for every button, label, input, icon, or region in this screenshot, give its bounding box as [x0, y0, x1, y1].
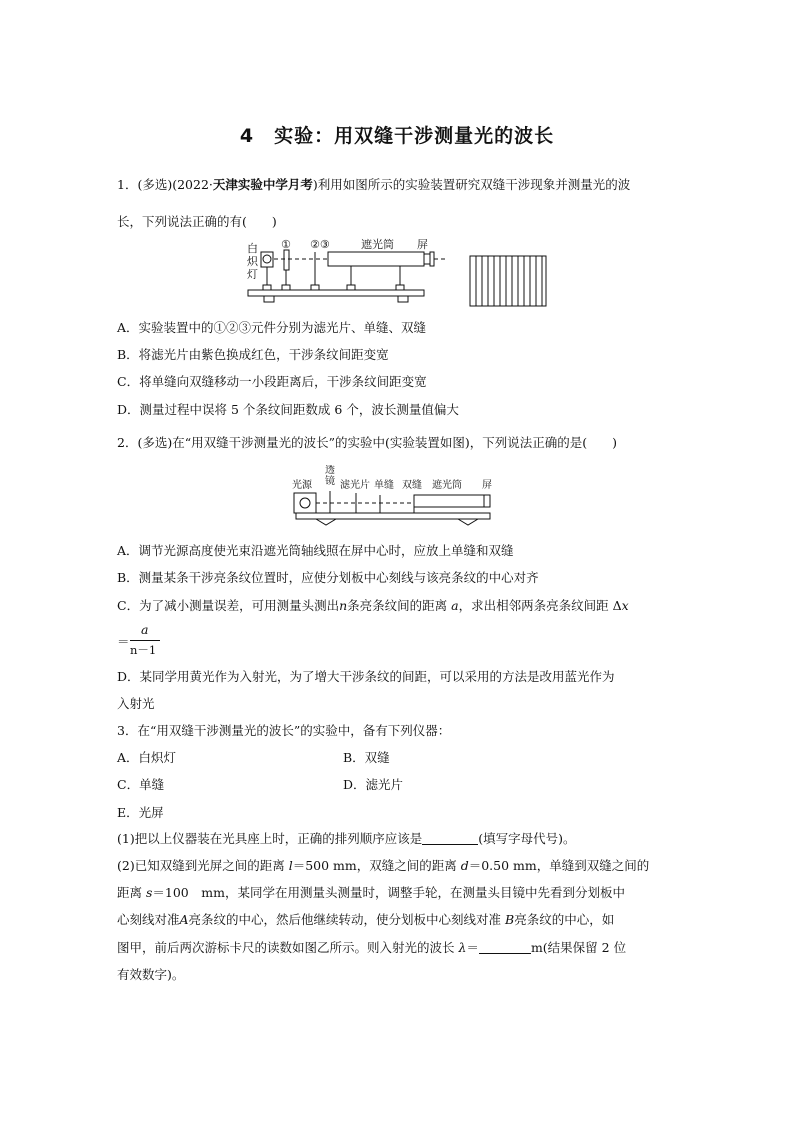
screen-holder	[424, 254, 430, 264]
q3-part2-line4	[117, 940, 626, 956]
q3-p2-t7: 亮条纹的中心，然后他继续转动，使分划板中心刻线对准	[188, 912, 506, 927]
label-tube: 遮光筒	[361, 238, 394, 251]
optical-bench	[296, 513, 490, 519]
q2-apparatus-figure	[290, 465, 500, 531]
page-title: 4 实验：用双缝干涉测量光的波长	[239, 125, 555, 147]
label-double-slit: 双缝	[402, 480, 422, 491]
q1-stem-line1	[117, 177, 630, 193]
q3-p2-var-A: A	[179, 912, 189, 927]
q1-option-b: B．将滤光片由紫色换成红色，干涉条纹间距变宽	[117, 347, 389, 362]
q3-option-c: C．单缝	[117, 777, 165, 792]
q2-option-c	[117, 598, 629, 614]
label-chi: 炽	[247, 255, 258, 268]
q3-p2-var-s: s	[145, 885, 153, 900]
q1-option-d: D．测量过程中误将 5 个条纹间距数成 6 个，波长测量值偏大	[117, 402, 459, 417]
label-bai: 白	[247, 242, 258, 255]
label-deng: 灯	[247, 268, 258, 281]
q1-source: 天津实验中学月考	[212, 177, 313, 192]
label-light-source: 光源	[292, 480, 312, 491]
q2-c-fraction-numerator: a	[141, 622, 149, 637]
bench-foot-right	[398, 296, 408, 302]
q2-c-text-1: C．为了减小测量误差，可用测量头测出	[117, 598, 340, 613]
q3-p2-t1: (2)已知双缝到光屏之间的距离	[117, 858, 289, 873]
light-shield-tube	[414, 495, 484, 507]
lamp-bulb	[263, 255, 271, 263]
label-lens-2: 镜	[325, 476, 335, 487]
optical-bench	[248, 290, 424, 296]
q2-option-d-line1: D．某同学用黄光作为入射光，为了增大干涉条纹的间距，可以采用的方法是改用蓝光作为	[117, 669, 615, 684]
fringe-pattern	[470, 256, 546, 306]
q2-c-text-3: ，求出相邻两条亮条纹间距 Δ	[458, 598, 622, 613]
q3-p2-t8: 亮条纹的中心，如	[514, 912, 615, 927]
q2-stem: 2．(多选)在“用双缝干涉测量光的波长”的实验中(实验装置如图)，下列说法正确的是( )	[117, 435, 617, 450]
q1-option-a: A．实验装置中的①②③元件分别为滤光片、单缝、双缝	[117, 320, 427, 335]
label-tube: 遮光筒	[432, 480, 462, 491]
q3-p1-note: (填写字母代号)。	[478, 831, 576, 846]
q1-apparatus-figure	[240, 238, 560, 310]
q2-c-text-2: 条亮条纹间的距离	[347, 598, 448, 613]
q3-p2-var-l: l	[288, 858, 293, 873]
q1-suffix: )利用如图所示的实验装置研究双缝干涉现象并测量光的波	[312, 177, 631, 192]
q2-c-equals: ＝	[117, 634, 130, 649]
label-single-slit: 单缝	[374, 480, 394, 491]
q2-c-fraction-denominator: n－1	[130, 643, 157, 657]
label-screen: 屏	[417, 238, 428, 251]
q1-option-c: C．将单缝向双缝移动一小段距离后，干涉条纹间距变宽	[117, 374, 427, 389]
q3-p2-t10: ＝	[466, 940, 479, 955]
q3-option-e: E．光屏	[117, 805, 164, 820]
label-2-3: ②③	[310, 238, 330, 251]
q3-p1-text: (1)把以上仪器装在光具座上时，正确的排列顺序应该是	[117, 831, 423, 846]
label-lens-1: 透	[325, 465, 335, 476]
light-source-box	[294, 493, 316, 513]
q3-part2-line5: 有效数字)。	[117, 967, 185, 982]
q3-p2-answer-blank[interactable]	[479, 940, 531, 954]
q3-option-b: B．双缝	[343, 750, 390, 765]
q3-part1	[117, 831, 575, 847]
q2-c-var-n: n	[339, 598, 348, 613]
q2-option-d-line2: 入射光	[117, 696, 155, 711]
q2-c-var-a: a	[451, 598, 459, 613]
q3-p2-var-d: d	[460, 858, 469, 873]
q3-p2-var-lambda: λ	[458, 940, 467, 955]
q3-part2-line2	[117, 885, 625, 901]
q3-p2-var-B: B	[505, 912, 515, 927]
q3-part2-line3	[117, 912, 614, 928]
q1-stem-line2: 长，下列说法正确的有( )	[117, 214, 277, 229]
bench-foot-left	[264, 296, 274, 302]
q3-p2-t2: ＝500 mm，双缝之间的距离	[292, 858, 461, 873]
q2-option-b: B．测量某条干涉亮条纹位置时，应使分划板中心刻线与该亮条纹的中心对齐	[117, 570, 539, 585]
q2-c-fraction-bar	[130, 640, 160, 641]
light-shield-tube	[328, 252, 424, 266]
q3-option-a: A．白炽灯	[117, 750, 177, 765]
q3-p2-t6: 心刻线对准	[117, 912, 180, 927]
q3-stem: 3．在“用双缝干涉测量光的波长”的实验中，备有下列仪器：	[117, 723, 451, 738]
q2-option-a: A．调节光源高度使光束沿遮光筒轴线照在屏中心时，应放上单缝和双缝	[117, 543, 514, 558]
screen	[484, 495, 490, 507]
q3-p1-answer-blank[interactable]	[422, 831, 478, 845]
q3-p2-t4: 距离	[117, 885, 146, 900]
label-screen: 屏	[482, 480, 492, 491]
q2-c-var-x: x	[621, 598, 629, 613]
element-1	[284, 250, 289, 270]
q3-part2-line1	[117, 858, 649, 874]
q3-p2-t9: 图甲，前后两次游标卡尺的读数如图乙所示。则入射光的波长	[117, 940, 459, 955]
label-1: ①	[281, 238, 291, 251]
q1-prefix: 1．(多选)(2022·	[117, 177, 213, 192]
q3-p2-t5: ＝100 mm，某同学在用测量头测量时，调整手轮，在测量头目镜中先看到分划板中	[152, 885, 625, 900]
label-filter: 滤光片	[340, 480, 370, 491]
q3-p2-t11: m(结果保留 2 位	[530, 940, 627, 955]
q3-option-d: D．滤光片	[343, 777, 404, 792]
q3-p2-t3: ＝0.50 mm，单缝到双缝之间的	[468, 858, 650, 873]
